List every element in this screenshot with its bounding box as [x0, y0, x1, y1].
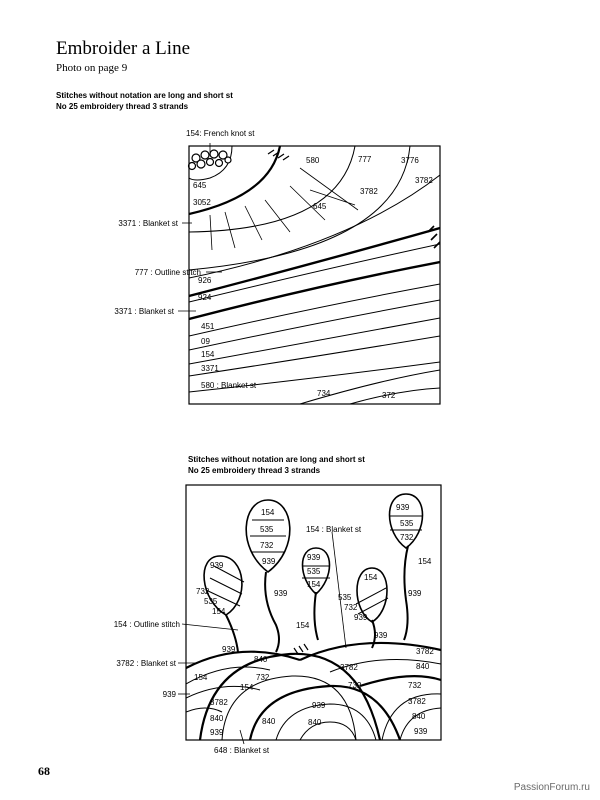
color-code: 939 — [210, 728, 224, 737]
blanket-lower-callout: 3371 : Blanket st — [114, 307, 174, 316]
color-code: 732 — [196, 587, 210, 596]
color-code: 840 — [254, 655, 268, 664]
color-code: 580 — [306, 156, 320, 165]
photo-reference: Photo on page 9 — [56, 62, 128, 74]
color-code: 732 — [348, 681, 362, 690]
color-code: 154 — [364, 573, 378, 582]
color-code: 3782 — [415, 176, 433, 185]
color-code: 939 — [210, 561, 224, 570]
color-code: 154 — [307, 580, 321, 589]
color-code: 535 — [204, 597, 218, 606]
color-code: 732 — [408, 681, 422, 690]
figure2-note-stitches: Stitches without notation are long and short st — [188, 455, 365, 464]
color-code: 580 : Blanket st — [201, 381, 257, 390]
color-code: 840 — [416, 662, 430, 671]
left-939-callout: 939 — [162, 690, 176, 699]
color-code: 939 — [222, 645, 236, 654]
outline-stitch-154-callout: 154 : Outline stitch — [113, 620, 180, 629]
color-code: 372 — [382, 391, 396, 400]
color-code: 939 — [312, 701, 326, 710]
color-code: 939 — [262, 557, 276, 566]
color-code: 939 — [374, 631, 388, 640]
color-code: 840 — [308, 718, 322, 727]
color-code: 645 — [313, 202, 327, 211]
color-code: 840 — [412, 712, 426, 721]
color-code: 535 — [400, 519, 414, 528]
color-code: 840 — [262, 717, 276, 726]
color-code: 645 — [193, 181, 207, 190]
color-code: 3782 — [408, 697, 426, 706]
color-code: 924 — [198, 293, 212, 302]
color-code: 732 — [256, 673, 270, 682]
color-code: 732 — [400, 533, 414, 542]
color-code: 939 — [408, 589, 422, 598]
color-code: 732 — [260, 541, 274, 550]
color-code: 154 — [194, 673, 208, 682]
color-code: 3782 — [360, 187, 378, 196]
color-code: 939 — [307, 553, 321, 562]
color-code: 939 — [414, 727, 428, 736]
watermark: PassionForum.ru — [513, 782, 590, 793]
blanket-648-callout: 648 : Blanket st — [214, 746, 270, 755]
color-code: 3782 — [340, 663, 358, 672]
color-code: 535 — [260, 525, 274, 534]
blanket-154-callout: 154 : Blanket st — [306, 525, 362, 534]
color-code: 734 — [317, 389, 331, 398]
color-code: 154 — [240, 683, 254, 692]
color-code: 154 — [261, 508, 275, 517]
page-title: Embroider a Line — [56, 38, 191, 59]
color-code: 840 — [210, 714, 224, 723]
blanket-3782-callout: 3782 : Blanket st — [116, 659, 176, 668]
color-code: 154 — [201, 350, 215, 359]
color-code: 926 — [198, 276, 212, 285]
figure1-note-stitches: Stitches without notation are long and short st — [56, 91, 233, 100]
color-code: 09 — [201, 337, 210, 346]
outline-stitch-callout: 777 : Outline stitch — [134, 268, 201, 277]
color-code: 3776 — [401, 156, 419, 165]
color-code: 154 — [296, 621, 310, 630]
color-code: 535 — [307, 567, 321, 576]
blanket-upper-callout: 3371 : Blanket st — [118, 219, 178, 228]
color-code: 154 — [212, 607, 226, 616]
figure1-note-thread: No 25 embroidery thread 3 strands — [56, 102, 189, 111]
color-code: 939 — [274, 589, 288, 598]
color-code: 3052 — [193, 198, 211, 207]
color-code: 3782 — [416, 647, 434, 656]
color-code: 535 — [338, 593, 352, 602]
color-code: 154 — [418, 557, 432, 566]
color-code: 939 — [354, 613, 368, 622]
color-code: 939 — [396, 503, 410, 512]
color-code: 777 — [358, 155, 372, 164]
color-code: 3371 — [201, 364, 219, 373]
color-code: 451 — [201, 322, 215, 331]
color-code: 3782 — [210, 698, 228, 707]
french-knot-callout: 154: French knot st — [186, 129, 255, 138]
color-code: 732 — [344, 603, 358, 612]
figure2-note-thread: No 25 embroidery thread 3 strands — [188, 466, 321, 475]
page-number: 68 — [38, 764, 50, 778]
